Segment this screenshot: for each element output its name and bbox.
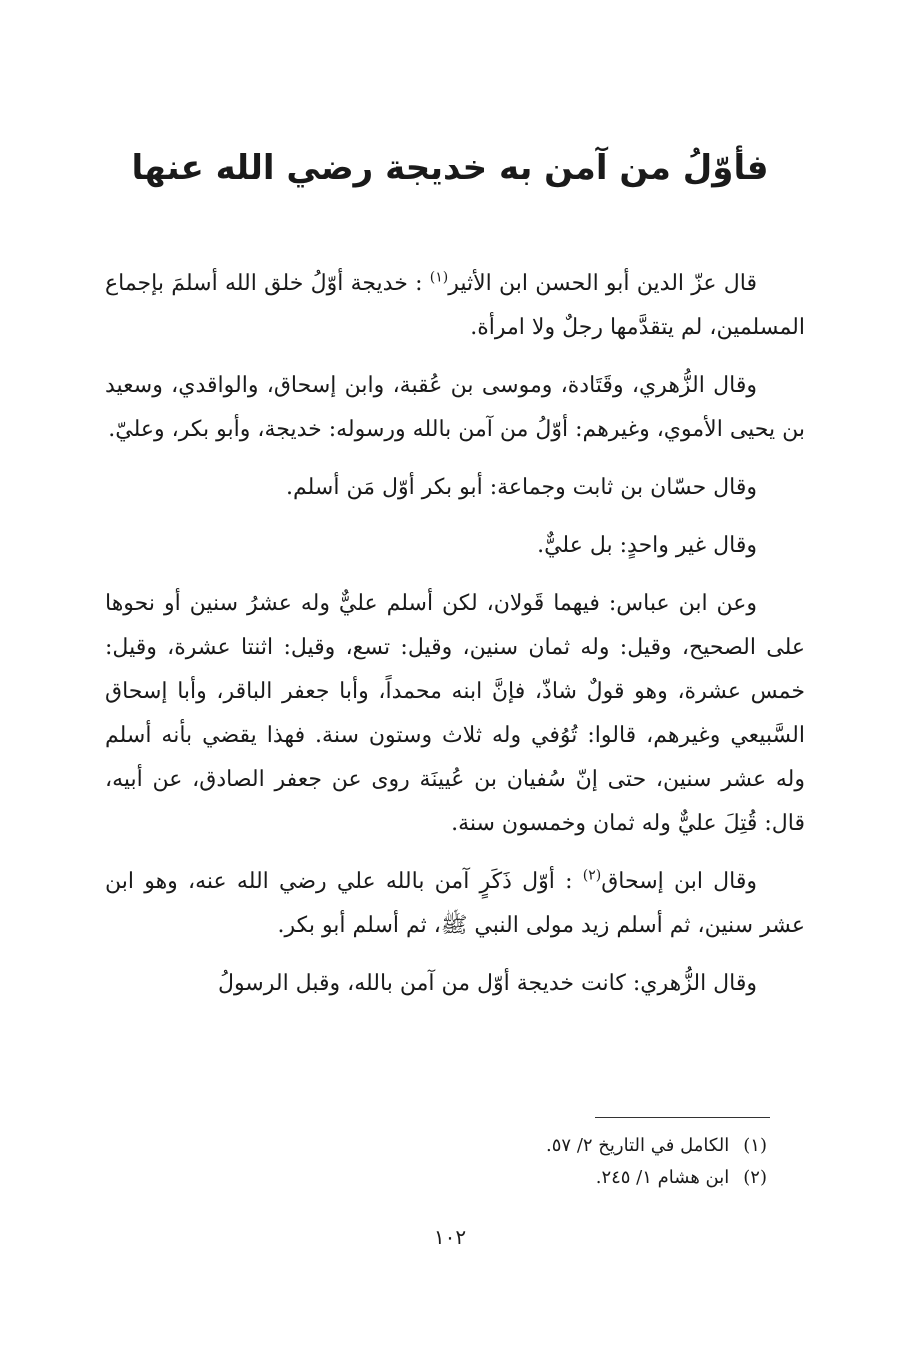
paragraph-6-text-start: وقال ابن إسحاق (601, 869, 757, 894)
paragraph-5: وعن ابن عباس: فيهما قَولان، لكن أسلم عليٌّ وله عشرُ سنين أو نحوها على الصحيح، وقيل: وله ثمان سنين، وقيل: تسع، وقيل: اثنتا عشرة، وقيل: خمس عشرة، وهو قولٌ شاذّ، فإنَّ ابنه محمداً، وأبا جعفر الباقر، وأبا إسحاق السَّبيعي وغيرهم، قالوا: تُوُفي وله ثلاث وستون سنة. فهذا يقضي بأنه أسلم وله عشر سنين، حتى إنّ سُفيان بن عُيينَة روى عن جعفر الصادق، عن أبيه، قال: قُتِلَ عليٌّ وله ثمان وخمسون سنة. (105, 591, 805, 836)
footnote-ref-1[interactable]: (١) (429, 269, 449, 286)
page-number: ١٠٢ (433, 1225, 467, 1249)
paragraph-1 (105, 262, 805, 350)
footnote-ref-2[interactable]: (٢) (582, 867, 602, 884)
main-text (105, 262, 805, 1020)
paragraph-6-text-end: : أوّل ذَكَرٍ آمن بالله علي رضي الله عنه، وهو ابن عشر سنين، ثم أسلم زيد مولى النبي ﷺ، ثم أسلم أبو بكر. (105, 869, 805, 938)
footnote-1-text: الكامل في التاريخ ٢/ ٥٧. (546, 1135, 730, 1156)
footnote-1-number: (١) (743, 1135, 767, 1156)
paragraph-1-text-start: قال عزّ الدين أبو الحسن ابن الأثير (448, 271, 758, 296)
footnote-2-number: (٢) (743, 1167, 767, 1188)
footnote-1 (105, 1130, 767, 1162)
footnotes (105, 1130, 767, 1194)
footnote-divider (595, 1117, 770, 1118)
paragraph-3: وقال حسّان بن ثابت وجماعة: أبو بكر أوّل مَن أسلم. (286, 475, 757, 500)
paragraph-2: وقال الزُّهري، وقَتَادة، وموسى بن عُقبة، وابن إسحاق، والواقدي، وسعيد بن يحيى الأموي، وغيرهم: أوّلُ من آمن بالله ورسوله: خديجة، وأبو بكر، وعليّ. (105, 373, 805, 442)
footnote-2-text: ابن هشام ١/ ٢٤٥. (595, 1167, 730, 1188)
footnote-2 (105, 1162, 767, 1194)
paragraph-6 (105, 860, 805, 948)
paragraph-7: وقال الزُّهري: كانت خديجة أوّل من آمن بالله، وقبل الرسولُ (217, 971, 757, 996)
paragraph-1-text-end: : خديجة أوّلُ خلق الله أسلمَ بإجماع المسلمين، لم يتقدَّمها رجلٌ ولا امرأة. (105, 271, 805, 340)
paragraph-4: وقال غير واحدٍ: بل عليٌّ. (537, 533, 757, 558)
chapter-title: فأوّلُ من آمن به خديجة رضي الله عنها (131, 148, 769, 188)
